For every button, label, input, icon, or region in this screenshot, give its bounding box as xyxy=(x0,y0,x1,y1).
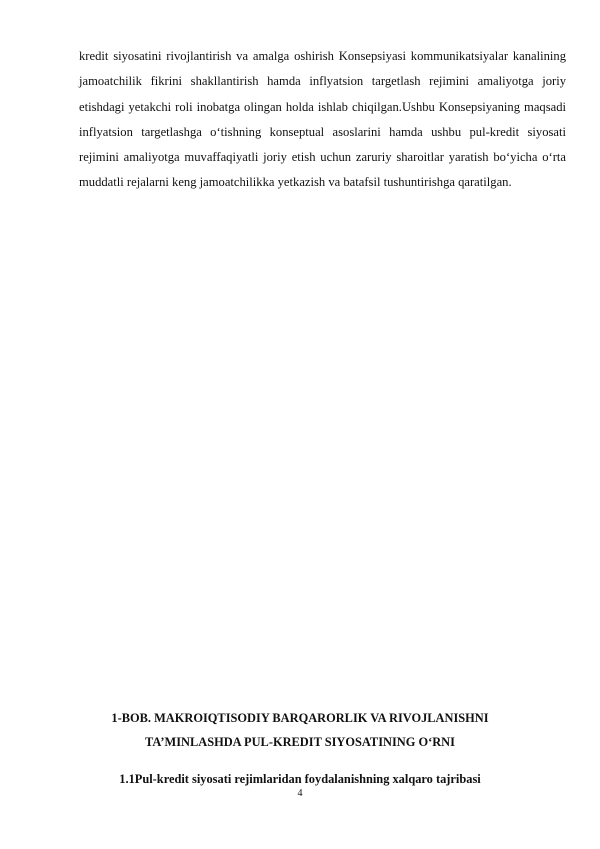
chapter-heading xyxy=(60,706,540,754)
page-number: 4 xyxy=(297,788,303,799)
chapter-heading-line-1: 1-BOB. MAKROIQTISODIY BARQARORLIK VA RIVOJLANISHNI xyxy=(111,711,489,725)
chapter-heading-line-2: TA’MINLASHDA PUL-KREDIT SIYOSATINING O‘RNI xyxy=(145,735,455,749)
body-paragraph: kredit siyosatini rivojlantirish va amalga oshirish Konsepsiyasi kommunikatsiyalar kanalining jamoatchilik fikrini shakllantirish hamda inflyatsion targetlash rejimini amaliyotga joriy etishdagi yetakchi roli inobatga olingan holda ishlab chiqilgan.Ushbu Konsepsiyaning maqsadi inflyatsion targetlashga o‘tishning konseptual asoslarini hamda ushbu pul-kredit siyosati rejimini amaliyotga muvaffaqiyatli joriy etish uchun zaruriy sharoitlar yaratish bo‘yicha o‘rta muddatli rejalarni keng jamoatchilikka yetkazish va batafsil tushuntirishga qaratilgan. xyxy=(79,49,566,190)
section-heading: 1.1Pul-kredit siyosati rejimlaridan foydalanishning xalqaro tajribasi xyxy=(119,772,481,786)
